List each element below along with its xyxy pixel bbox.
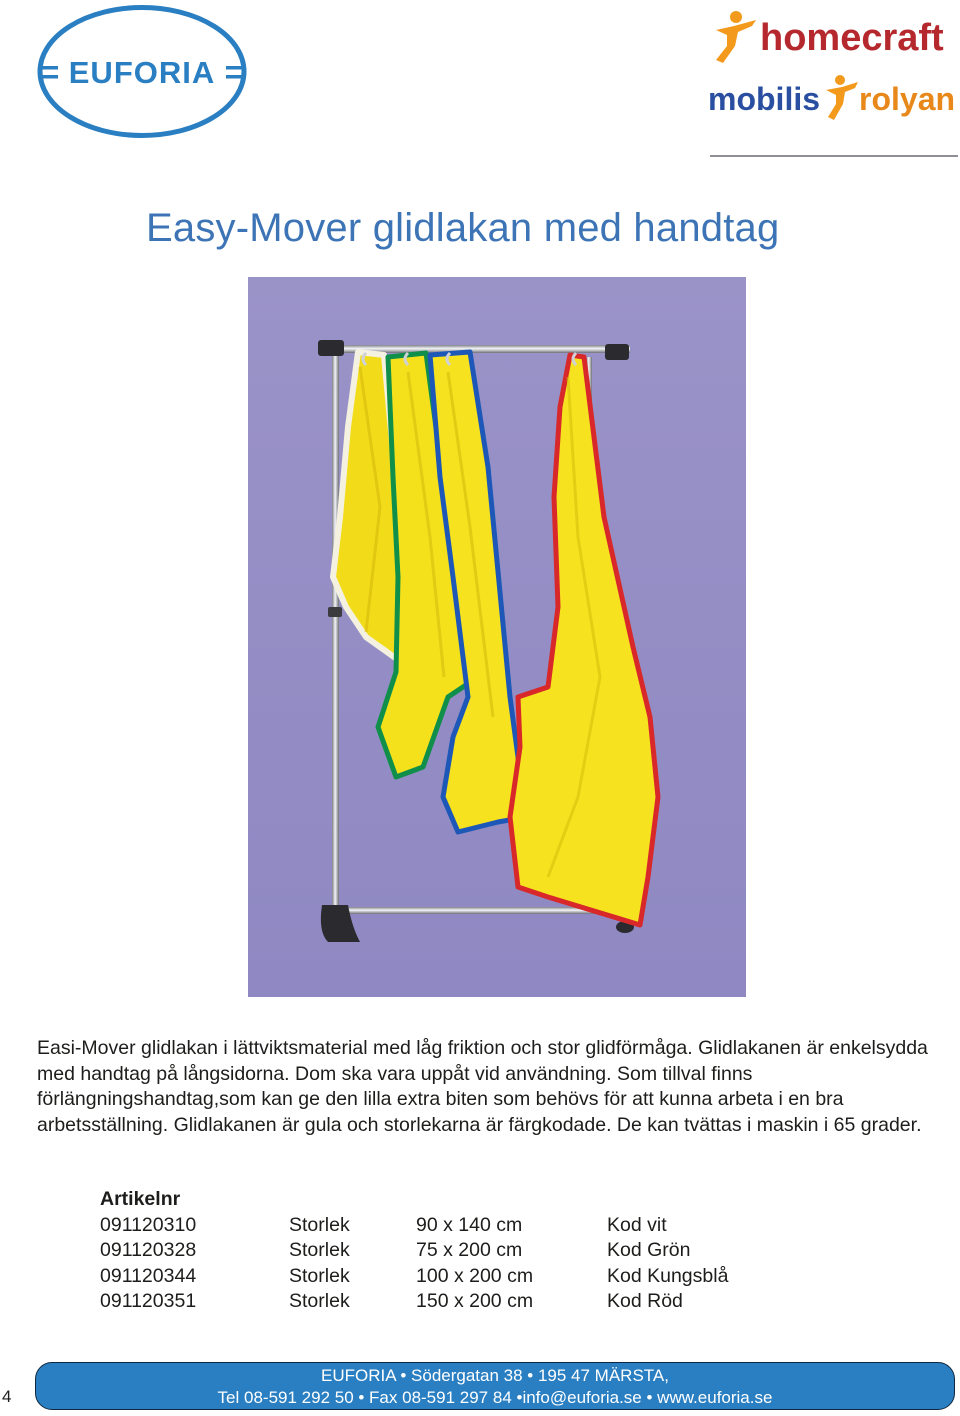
size-value: 100 x 200 cm xyxy=(416,1264,534,1287)
article-number: 091120328 xyxy=(100,1239,197,1261)
homecraft-logo-text: homecraft xyxy=(760,17,944,59)
product-description: Easi-Mover glidlakan i lättviktsmaterial med låg friktion och stor glidförmåga. Glidlakanen är enkelsydda med handtag på långsidorna. Dom ska vara uppåt vid användning. Som tillval finns förlängningshandtag,som kan ge den lilla extra biten som behövs för att kunna arbeta i en bra arbetsställning. Glidlakanen är gula och storlekarna är färgkodade. De kan tvättas i maskin i 65 grader. xyxy=(37,1037,928,1136)
article-number: 091120344 xyxy=(100,1264,197,1287)
article-number: 091120310 xyxy=(100,1213,197,1236)
euforia-logo-text: EUFORIA xyxy=(68,55,216,90)
table-row xyxy=(100,1238,691,1264)
figure-head-icon xyxy=(730,11,742,23)
rolyan-logo-text: rolyan xyxy=(859,81,956,117)
mobilis-logo-text: mobilis xyxy=(708,81,821,117)
color-code: Kod vit xyxy=(607,1213,667,1236)
article-number: 091120351 xyxy=(100,1290,197,1312)
footer-address: EUFORIA • Södergatan 38 • 195 47 MÄRSTA, xyxy=(321,1366,669,1385)
size-label: Storlek xyxy=(289,1213,350,1236)
size-value: 90 x 140 cm xyxy=(416,1213,523,1236)
euforia-logo[interactable] xyxy=(37,5,247,138)
homecraft-logo xyxy=(708,8,960,66)
header-divider xyxy=(710,155,958,157)
figure-icon xyxy=(826,75,858,120)
color-code: Kod Röd xyxy=(607,1290,683,1312)
table-row xyxy=(100,1264,729,1290)
contact-footer xyxy=(35,1362,955,1410)
footer-contact: Tel 08-591 292 50 • Fax 08-591 297 84 •info@euforia.se • www.euforia.se xyxy=(217,1388,773,1407)
size-label: Storlek xyxy=(289,1264,350,1287)
table-row xyxy=(100,1289,683,1315)
page-number: 4 xyxy=(2,1387,12,1406)
page-title: Easy-Mover glidlakan med handtag xyxy=(146,206,780,250)
article-table xyxy=(100,1187,729,1315)
table-row xyxy=(100,1213,667,1239)
size-label: Storlek xyxy=(289,1290,350,1312)
size-value: 75 x 200 cm xyxy=(416,1239,523,1261)
mobilis-rolyan-logo xyxy=(706,72,960,128)
color-code: Kod Kungsblå xyxy=(607,1264,729,1287)
product-photo xyxy=(248,277,746,997)
figure-body-icon xyxy=(716,20,756,63)
size-value: 150 x 200 cm xyxy=(416,1290,534,1312)
color-code: Kod Grön xyxy=(607,1239,691,1261)
article-table-header: Artikelnr xyxy=(100,1188,181,1210)
size-label: Storlek xyxy=(289,1239,350,1261)
